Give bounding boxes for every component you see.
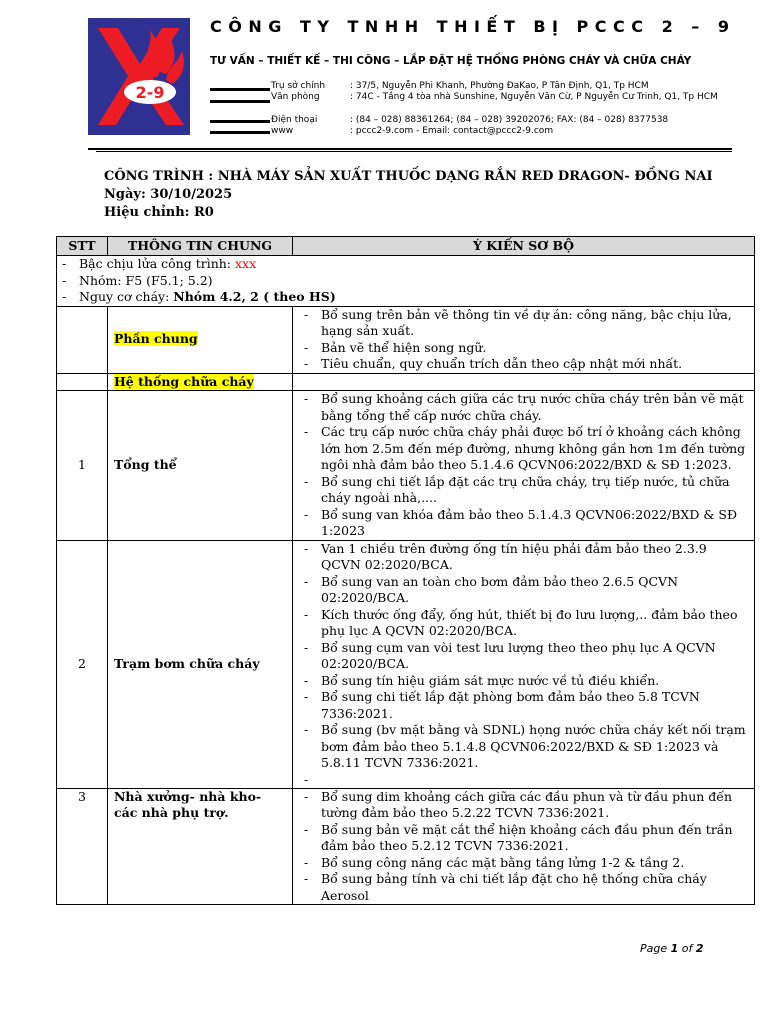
- list-item: - Nhóm: F5 (F5.1; 5.2): [57, 273, 754, 290]
- list-item: - Bổ sung bảng tính và chi tiết lắp đặt cho hệ thống chữa cháy Aerosol: [299, 871, 748, 904]
- list-item: - Bổ sung công năng các mặt bằng tầng lửng 1-2 & tầng 2.: [299, 855, 748, 872]
- table-header-row: [57, 237, 755, 256]
- contact-label: Trụ sở chính: [271, 81, 326, 91]
- row-number: 3: [57, 788, 108, 905]
- header-divider: [96, 151, 732, 152]
- list-item: - Các trụ cấp nước chữa cháy phải được bố trí ở khoảng cách không lớn hơn 2.5m đến mép đường, nhưng không gần hơn 1m đến tường ngôi nhà đảm bảo theo 5.1.4.6 QCVN06:2022/BXD & SĐ 1:2023.: [299, 424, 748, 474]
- section-title: Hệ thống chữa cháy: [114, 373, 254, 389]
- list-item: - Bậc chịu lửa công trình: xxx: [57, 256, 754, 273]
- table-row: [57, 540, 755, 788]
- contact-label: www: [271, 126, 294, 136]
- list-item: - Bổ sung trên bản vẽ thông tin về dự án: công năng, bậc chịu lửa, hạng sản xuất.: [299, 307, 748, 340]
- company-tagline: TƯ VẤN – THIẾT KẾ – THI CÔNG – LẮP ĐẶT HỆ THỐNG PHÒNG CHÁY VÀ CHỮA CHÁY: [210, 55, 692, 67]
- list-item: - Bổ sung chi tiết lắp đặt phòng bơm đảm bảo theo 5.8 TCVN 7336:2021.: [299, 689, 748, 722]
- letterhead: [0, 0, 768, 155]
- opinion-list: [299, 307, 748, 373]
- company-logo: [88, 18, 190, 135]
- list-item: - Bổ sung bản vẽ mặt cắt thể hiện khoảng cách đầu phun đến trần đảm bảo theo 5.2.12 TCVN 7336:2021.: [299, 822, 748, 855]
- list-item: - Bản vẽ thể hiện song ngữ.: [299, 340, 748, 357]
- letterhead-bar: [210, 131, 270, 134]
- project-date: Ngày: 30/10/2025: [104, 187, 233, 202]
- general-info-row: [57, 256, 755, 307]
- table-row: [57, 391, 755, 541]
- contact-value: : (84 – 028) 88361264; (84 – 028) 39202076; FAX: (84 – 028) 8377538: [350, 115, 669, 125]
- list-item: - Nguy cơ cháy: Nhóm 4.2, 2 ( theo HS): [57, 289, 754, 306]
- list-item: - Bổ sung khoảng cách giữa các trụ nước chữa cháy trên bản vẽ mặt bằng tổng thể cấp nước chữa cháy.: [299, 391, 748, 424]
- project-revision: Hiệu chỉnh: R0: [104, 205, 214, 220]
- company-name: CÔNG TY TNHH THIẾT BỊ PCCC 2 – 9: [210, 17, 736, 36]
- letterhead-bar: [210, 100, 270, 103]
- list-item: - Van 1 chiều trên đường ống tín hiệu phải đảm bảo theo 2.3.9 QCVN 02:2020/BCA.: [299, 541, 748, 574]
- logo-text: 2-9: [135, 83, 165, 102]
- fire-rating-value: xxx: [235, 256, 257, 271]
- row-title: Tổng thể: [108, 391, 293, 541]
- letterhead-bar: [210, 88, 270, 91]
- list-item: - Bổ sung tín hiệu giám sát mực nước về tủ điều khiển.: [299, 673, 748, 690]
- col-opinion: Ý KIẾN SƠ BỘ: [293, 237, 755, 256]
- letterhead-bar: [210, 120, 270, 123]
- contact-label: Điện thoại: [271, 115, 318, 125]
- header-divider: [88, 148, 732, 150]
- col-info: THÔNG TIN CHUNG: [108, 237, 293, 256]
- contact-label: Văn phòng: [271, 92, 320, 102]
- list-item: - Bổ sung chi tiết lắp đặt các trụ chữa cháy, trụ tiếp nước, tủ chữa cháy ngoài nhà,....: [299, 474, 748, 507]
- opinion-list: [299, 789, 748, 905]
- current-page: 1: [670, 942, 679, 955]
- opinion-list: [299, 541, 748, 788]
- row-title: Trạm bơm chữa cháy: [108, 540, 293, 788]
- contact-value: : 37/5, Nguyễn Phi Khanh, Phường ĐaKao, P Tân Định, Q1, Tp HCM: [350, 81, 649, 91]
- row-title: Nhà xưởng- nhà kho- các nhà phụ trợ.: [108, 788, 293, 905]
- col-stt: STT: [57, 237, 108, 256]
- list-item: [299, 772, 748, 788]
- review-table: [56, 236, 755, 905]
- table-row: [57, 306, 755, 373]
- table-row: [57, 373, 755, 391]
- list-item: - Tiêu chuẩn, quy chuẩn trích dẫn theo cập nhật mới nhất.: [299, 356, 748, 373]
- row-number: 1: [57, 391, 108, 541]
- list-item: - Kích thước ống đẩy, ống hút, thiết bị đo lưu lượng,.. đảm bảo theo phụ lục A QCVN 02:2020/BCA.: [299, 607, 748, 640]
- page-number: Page 1 of 2: [640, 942, 704, 955]
- general-info-list: [57, 256, 754, 306]
- project-name: CÔNG TRÌNH : NHÀ MÁY SẢN XUẤT THUỐC DẠNG RẮN RED DRAGON- ĐỒNG NAI: [104, 169, 713, 184]
- opinion-list: [299, 391, 748, 540]
- row-number: 2: [57, 540, 108, 788]
- list-item: - Bổ sung van khóa đảm bảo theo 5.1.4.3 QCVN06:2022/BXD & SĐ 1:2023: [299, 507, 748, 540]
- project-info: [104, 168, 713, 222]
- contact-value: : pccc2-9.com - Email: contact@pccc2-9.com: [350, 126, 554, 136]
- contact-value: : 74C - Tầng 4 tòa nhà Sunshine, Nguyễn Văn Cừ, P Nguyễn Cư Trinh, Q1, Tp HCM: [350, 92, 718, 102]
- list-item: - Bổ sung dim khoảng cách giữa các đầu phun và từ đầu phun đến tường đảm bảo theo 5.2.22 TCVN 7336:2021.: [299, 789, 748, 822]
- list-item: - Bổ sung van an toàn cho bơm đảm bảo theo 2.6.5 QCVN 02:2020/BCA.: [299, 574, 748, 607]
- section-title: Phần chung: [114, 331, 198, 347]
- list-item: - Bổ sung cụm van vòi test lưu lượng theo theo phụ lục A QCVN 02:2020/BCA.: [299, 640, 748, 673]
- total-pages: 2: [695, 942, 704, 955]
- list-item: - Bổ sung (bv mặt bằng và SDNL) họng nước chữa cháy kết nối trạm bơm đảm bảo theo 5.1.4.8 QCVN06:2022/BXD & SĐ 1:2023 và 5.8.11 TCVN 7336:2021.: [299, 722, 748, 772]
- hazard-value: Nhóm 4.2, 2 ( theo HS): [173, 289, 336, 304]
- table-row: [57, 788, 755, 905]
